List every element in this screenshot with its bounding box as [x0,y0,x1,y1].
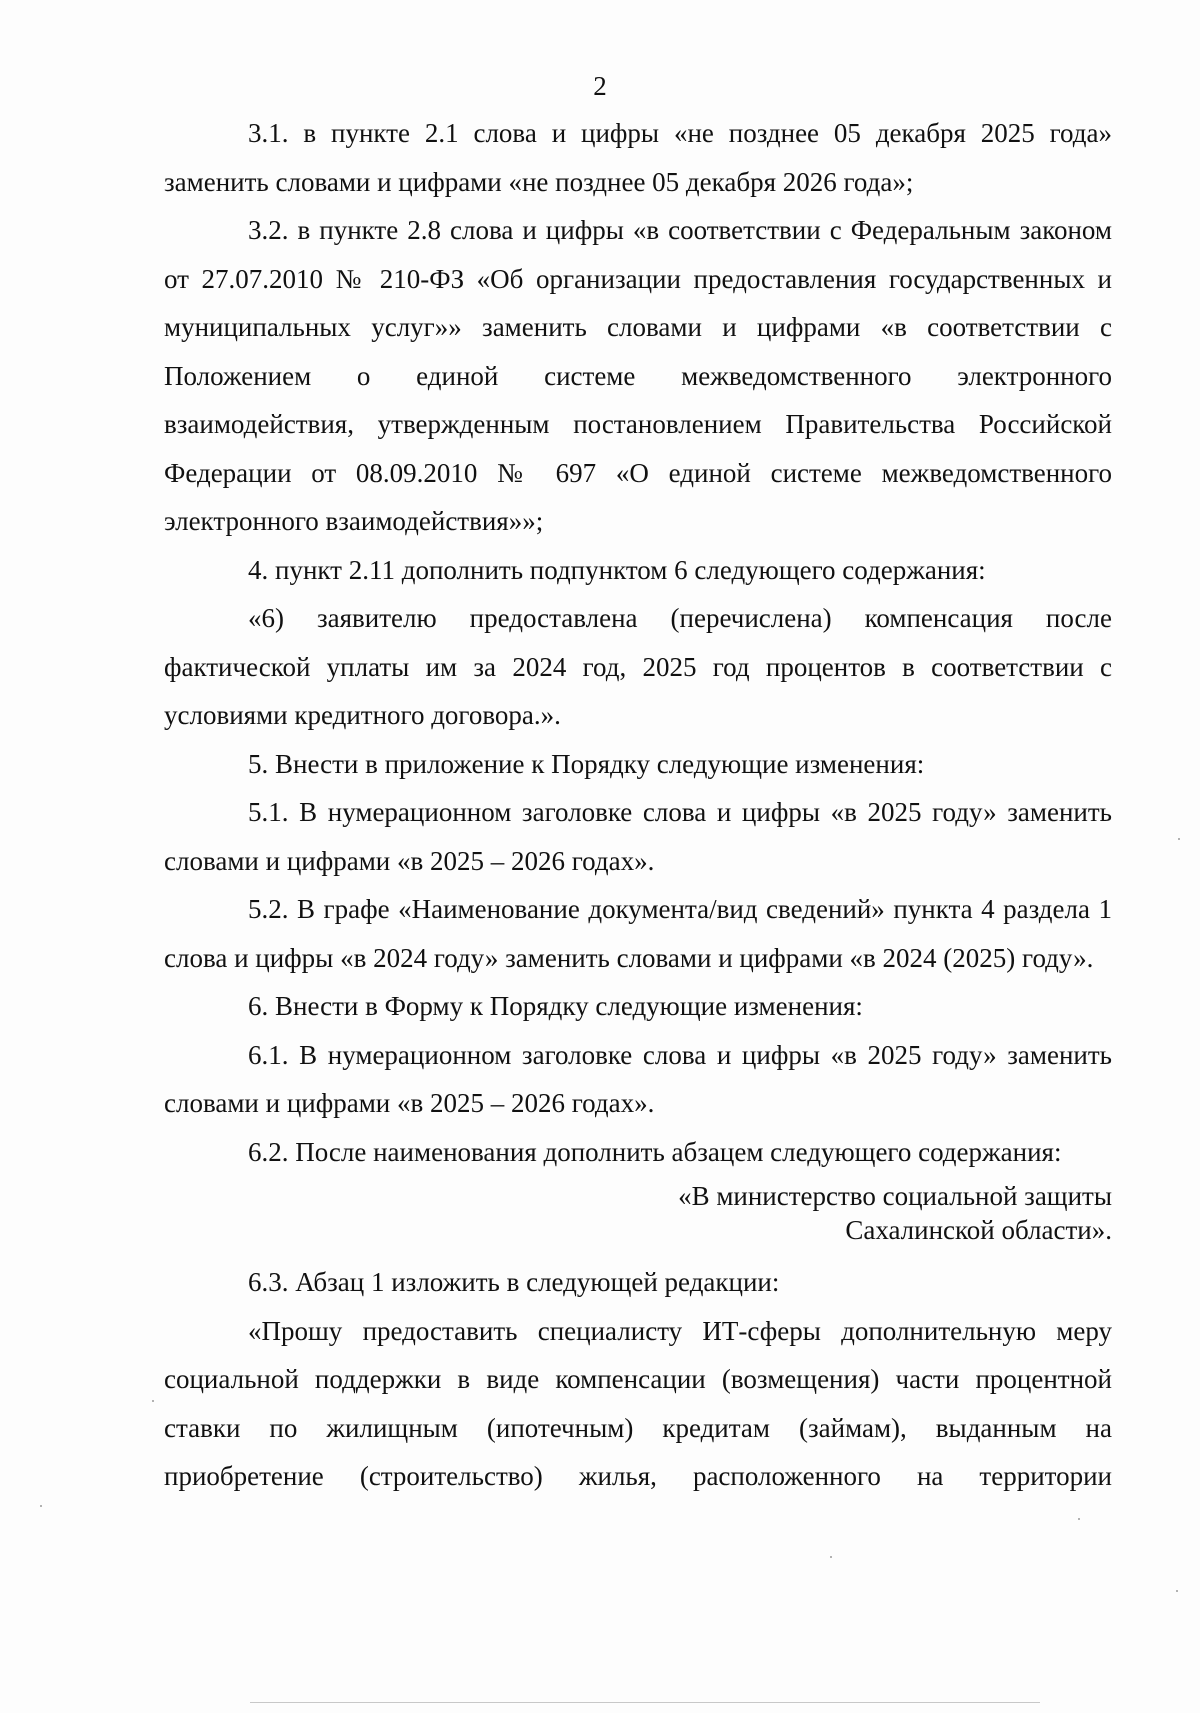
paragraph-request-text: «Прошу предоставить специалисту ИТ-сферы дополнительную меру социальной поддержки в виде компенсации (возмещения) части процентной ставки по жилищным (ипотечным) кредитам (займам), выданным на приобретение (строительство) жилья, расположенного на территории [164,1315,1112,1491]
scan-speck [40,1505,42,1507]
scan-speck [1178,838,1180,840]
scan-speck [152,1400,154,1402]
paragraph-6-3: 6.3. Абзац 1 изложить в следующей редакции: [248,1267,780,1297]
paragraph-6-1: 6.1. В нумерационном заголовке слова и цифры «в 2025 году» заменить словами и цифрами «в 2025 – 2026 годах». [164,1039,1112,1118]
scan-speck [1078,1518,1080,1520]
paragraph-4-quote: «6) заявителю предоставлена (перечислена) компенсация после фактической уплаты им за 2024 год, 2025 год процентов в соответствии с условиями кредитного договора.». [164,603,1112,730]
paragraph-3-1: 3.1. в пункте 2.1 слова и цифры «не позднее 05 декабря 2025 года» заменить словами и цифрами «не позднее 05 декабря 2026 года»; [164,118,1112,197]
scan-bottom-rule [250,1702,1040,1703]
paragraph-5: 5. Внести в приложение к Порядку следующие изменения: [248,748,925,779]
addressee-line-2: Сахалинской области». [845,1215,1112,1245]
page-number: 2 [593,71,607,101]
paragraph-5-2: 5.2. В графе «Наименование документа/вид сведений» пункта 4 раздела 1 слова и цифры «в 2024 году» заменить словами и цифрами «в 2024 (2025) году». [164,894,1112,973]
scan-speck [830,1556,832,1558]
paragraph-3-2: 3.2. в пункте 2.8 слова и цифры «в соответствии с Федеральным законом от 27.07.2010 № 210-ФЗ «Об организации предоставления государственных и муниципальных услуг»» заменить словами и цифрами «в соответствии с Положением о единой системе межведомственного электронного взаимодействия, утвержденным постановлением Правительства Российской Федерации от 08.09.2010 № 697 «О единой системе межведомственного электронного взаимодействия»»; [164,215,1112,536]
paragraph-6-2: 6.2. После наименования дополнить абзацем следующего содержания: [248,1136,1062,1167]
addressee-line-1: «В министерство социальной защиты [678,1181,1112,1211]
paragraph-4: 4. пункт 2.11 дополнить подпунктом 6 следующего содержания: [248,554,986,585]
paragraph-6: 6. Внести в Форму к Порядку следующие изменения: [248,991,863,1021]
document-body [164,109,1112,1501]
addressee-block [164,1179,1112,1247]
scan-speck [1176,1590,1178,1592]
paragraph-5-1: 5.1. В нумерационном заголовке слова и цифры «в 2025 году» заменить словами и цифрами «в 2025 – 2026 годах». [164,797,1112,876]
